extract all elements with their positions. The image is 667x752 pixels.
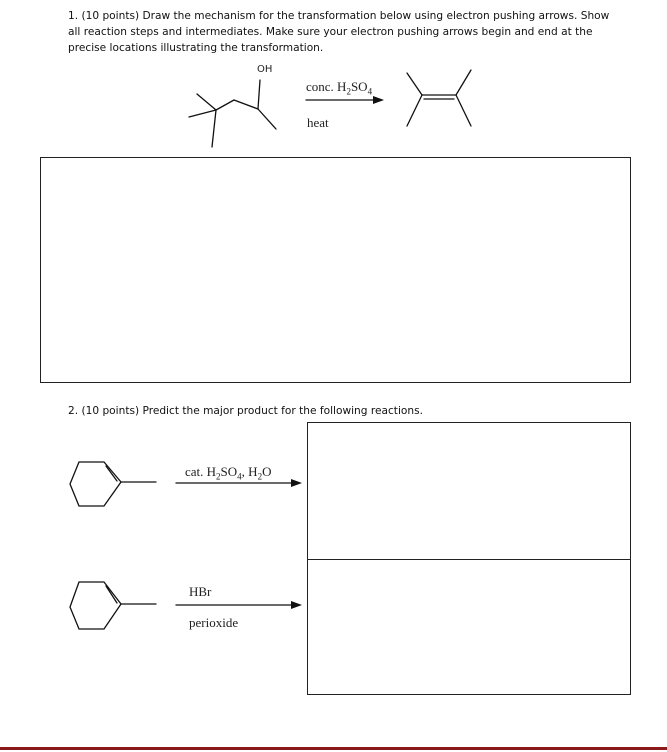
question-1-line-3: precise locations illustrating the transformation. [68, 42, 324, 54]
q2b-arrowhead [291, 601, 302, 609]
footer-rule [0, 747, 667, 750]
q1-arrowhead [373, 96, 384, 104]
question-2-prompt: 2. (10 points) Predict the major product for the following reactions. [68, 405, 423, 417]
q2a-arrowhead [291, 479, 302, 487]
q2b-reactant-cyclopentene [70, 582, 156, 629]
q2a-reagent-label: cat. $H_2SO_4$, $H_2O$ [185, 464, 272, 482]
hydroxyl-label: OH [257, 64, 273, 75]
q2b-reagent-above: HBr [189, 584, 212, 599]
product-answer-box-b[interactable] [307, 559, 631, 695]
q1-reagent-below: heat [307, 115, 329, 130]
question-1-line-1: 1. (10 points) Draw the mechanism for the transformation below using electron pushing arrows. Show [68, 10, 610, 22]
q2b-reagent-below: perioxide [189, 615, 239, 630]
q1-reagent-above: conc. $H_2SO_4$ [306, 79, 373, 97]
product-answer-box-a[interactable] [307, 422, 631, 560]
q2a-reactant-cyclopentene [70, 462, 156, 506]
q1-product-structure [407, 70, 471, 126]
mechanism-answer-box[interactable] [40, 157, 631, 383]
q1-reactant-structure [189, 80, 276, 147]
question-1-line-2: all reaction steps and intermediates. Make sure your electron pushing arrows begin and end at the [68, 26, 593, 38]
